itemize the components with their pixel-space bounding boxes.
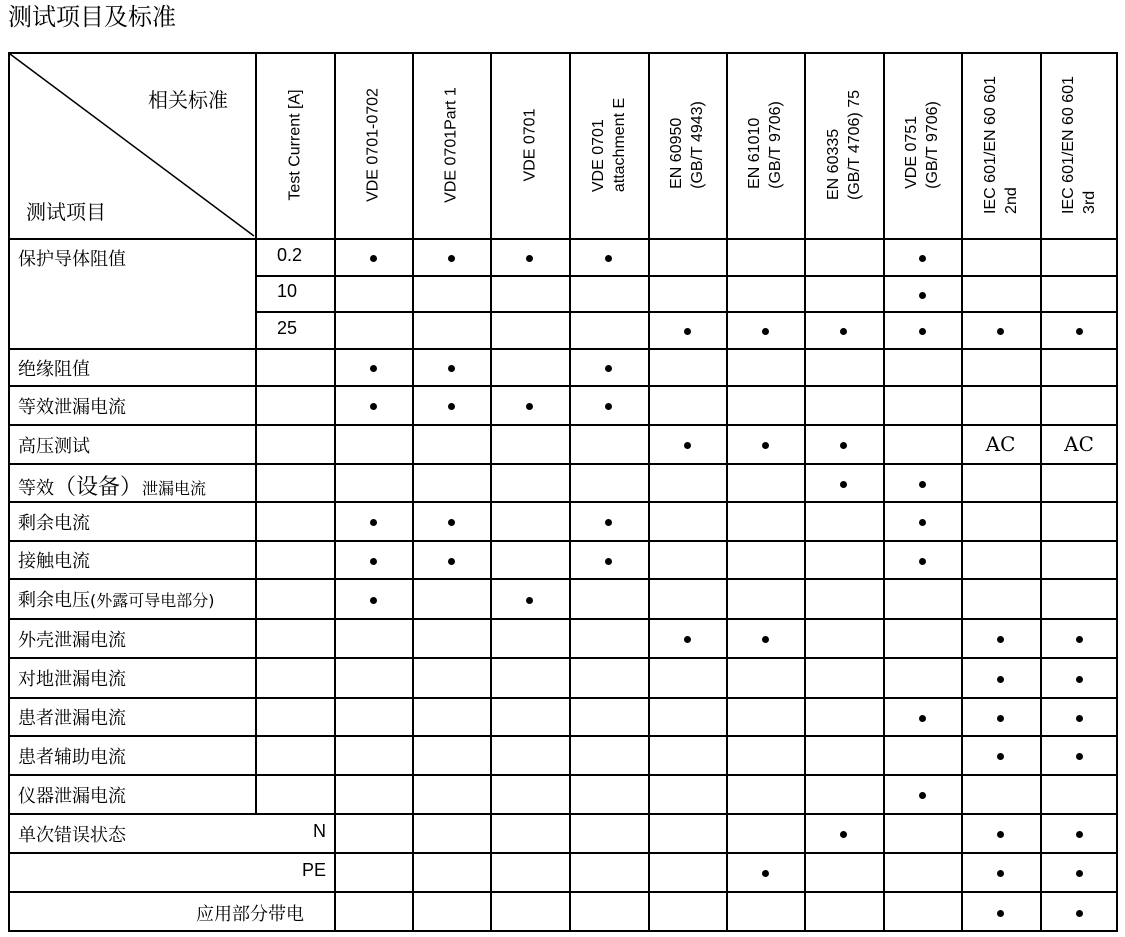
column-header	[726, 52, 804, 238]
bullet-mark	[762, 442, 769, 449]
bullet-mark	[605, 255, 612, 262]
row-label-part: 等效	[18, 478, 54, 499]
bullet-mark	[526, 403, 533, 410]
column-header-line: EN 61010	[746, 117, 763, 189]
bullet-mark	[919, 792, 926, 799]
bullet-mark	[919, 558, 926, 565]
bullet-mark	[370, 255, 377, 262]
bullet-mark	[526, 255, 533, 262]
bullet-mark	[919, 328, 926, 335]
grid-hline	[255, 275, 1118, 277]
column-header-text	[363, 88, 384, 202]
bullet-mark	[370, 519, 377, 526]
bullet-mark	[1076, 870, 1083, 877]
column-header-line: EN 60950	[668, 117, 685, 189]
grid-hline	[8, 578, 1118, 580]
column-header	[334, 52, 412, 238]
bullet-mark	[997, 831, 1004, 838]
bullet-mark	[997, 715, 1004, 722]
bullet-mark	[1076, 831, 1083, 838]
column-header	[412, 52, 490, 238]
bullet-mark	[997, 870, 1004, 877]
column-header-text	[901, 101, 943, 189]
ac-mark: AC	[1064, 431, 1094, 456]
grid-vline	[8, 52, 10, 932]
column-header	[490, 52, 569, 238]
grid-hline	[8, 891, 1118, 893]
column-header	[804, 52, 883, 238]
bullet-mark	[840, 442, 847, 449]
bullet-mark	[1076, 328, 1083, 335]
row-label-part: (外露可导电部分)	[90, 591, 215, 610]
bullet-mark	[762, 870, 769, 877]
grid-hline	[8, 238, 1118, 240]
row-label: 对地泄漏电流	[18, 669, 126, 690]
bullet-mark	[919, 292, 926, 299]
column-header-text	[519, 109, 540, 182]
bullet-mark	[919, 481, 926, 488]
row-label-part: 剩余电压	[18, 590, 90, 611]
bullet-mark	[605, 403, 612, 410]
bullet-mark	[684, 636, 691, 643]
column-header	[255, 52, 334, 238]
test-current-value: 0.2	[277, 244, 303, 265]
bullet-mark	[526, 597, 533, 604]
row-label	[18, 470, 206, 501]
column-header-line: VDE 0701	[589, 119, 607, 193]
bullet-mark	[919, 715, 926, 722]
bullet-mark	[919, 519, 926, 526]
column-header-line: (GB/T 4706) 75	[845, 90, 863, 200]
row-label: 接触电流	[18, 551, 90, 572]
page-title: 测试项目及标准	[8, 3, 176, 31]
bullet-mark	[448, 365, 455, 372]
bullet-mark	[1076, 753, 1083, 760]
column-header	[1040, 52, 1118, 238]
row-label: 保护导体阻值	[18, 248, 126, 270]
column-header-text	[823, 90, 865, 200]
column-header	[569, 52, 648, 238]
grid-hline	[8, 657, 1118, 659]
column-header	[883, 52, 961, 238]
bullet-mark	[1076, 636, 1083, 643]
bullet-mark	[605, 365, 612, 372]
bullet-mark	[1076, 910, 1083, 917]
column-header-line: VDE 0701-0702	[364, 88, 382, 202]
test-current-value: N	[313, 820, 326, 841]
column-header-text	[980, 76, 1022, 214]
bullet-mark	[448, 255, 455, 262]
bullet-mark	[919, 255, 926, 262]
grid-hline	[8, 774, 1118, 776]
bullet-mark	[605, 519, 612, 526]
bullet-mark	[448, 519, 455, 526]
bullet-mark	[997, 328, 1004, 335]
grid-hline	[8, 348, 1118, 350]
grid-hline	[8, 540, 1118, 542]
column-header-line: EN 60335	[824, 128, 842, 200]
column-header-line: IEC 601/EN 60 601	[981, 76, 999, 214]
column-header	[648, 52, 726, 238]
column-header-text	[666, 101, 708, 189]
test-current-value: PE	[301, 859, 326, 880]
row-label: 仪器泄漏电流	[18, 785, 126, 807]
row-label-part: 泄漏电流	[142, 479, 207, 498]
column-header	[961, 52, 1040, 238]
row-label: 高压测试	[18, 435, 90, 457]
bullet-mark	[448, 403, 455, 410]
grid-hline	[8, 930, 1118, 932]
row-label: 绝缘阻值	[18, 358, 90, 380]
column-header-text	[588, 98, 630, 192]
bullet-mark	[448, 558, 455, 565]
test-standards-table	[8, 52, 1118, 932]
corner-header-items: 测试项目	[26, 200, 106, 224]
column-header-text	[744, 101, 786, 189]
column-header-text	[441, 87, 462, 203]
row-label: 等效泄漏电流	[18, 396, 126, 418]
bullet-mark	[840, 831, 847, 838]
column-header-line: (GB/T 9706)	[767, 101, 784, 189]
bullet-mark	[370, 597, 377, 604]
row-label: 患者泄漏电流	[18, 708, 126, 729]
ac-mark: AC	[985, 431, 1016, 456]
corner-header-standards: 相关标准	[148, 88, 228, 112]
test-current-value: 25	[277, 317, 298, 338]
row-label-part: （设备）	[54, 475, 143, 500]
column-header-line: VDE 0751	[903, 115, 920, 189]
row-label: 患者辅助电流	[18, 746, 126, 768]
column-header-line: VDE 0701	[521, 108, 538, 182]
bullet-mark	[684, 442, 691, 449]
column-header-line: Test Current [A]	[286, 89, 303, 201]
column-header-line: 3rd	[1081, 190, 1098, 214]
bullet-mark	[605, 558, 612, 565]
bullet-mark	[840, 328, 847, 335]
bullet-mark	[762, 636, 769, 643]
grid-hline	[8, 735, 1118, 737]
bullet-mark	[997, 753, 1004, 760]
column-header-line: IEC 601/EN 60 601	[1060, 76, 1077, 214]
column-header-line: 2nd	[1002, 187, 1020, 214]
column-header-text	[284, 89, 305, 200]
row-label: 单次错误状态	[18, 824, 126, 846]
bullet-mark	[370, 403, 377, 410]
bullet-mark	[762, 328, 769, 335]
column-header-line: attachment E	[610, 97, 628, 193]
test-current-value: 10	[277, 281, 298, 301]
row-label	[18, 586, 215, 612]
column-header-line: (GB/T 4943)	[689, 101, 706, 189]
row-label: 外壳泄漏电流	[18, 629, 126, 651]
grid-hline	[8, 424, 1118, 426]
row-label: 剩余电流	[18, 512, 90, 534]
grid-hline	[8, 385, 1118, 387]
column-header-line: VDE 0701Part 1	[442, 87, 460, 203]
grid-hline	[255, 311, 1118, 313]
bullet-mark	[997, 636, 1004, 643]
row-label: 应用部分带电	[196, 903, 304, 925]
bullet-mark	[370, 365, 377, 372]
grid-hline	[8, 813, 1118, 815]
grid-hline	[8, 501, 1118, 503]
bullet-mark	[684, 328, 691, 335]
column-header-text	[1058, 76, 1100, 214]
bullet-mark	[1076, 715, 1083, 722]
column-header-line: (GB/T 9706)	[924, 101, 941, 189]
bullet-mark	[997, 910, 1004, 917]
bullet-mark	[997, 676, 1004, 683]
grid-hline	[8, 463, 1118, 465]
bullet-mark	[370, 558, 377, 565]
grid-hline	[8, 618, 1118, 620]
bullet-mark	[1076, 676, 1083, 683]
grid-hline	[8, 852, 1118, 854]
grid-hline	[8, 697, 1118, 699]
bullet-mark	[840, 481, 847, 488]
